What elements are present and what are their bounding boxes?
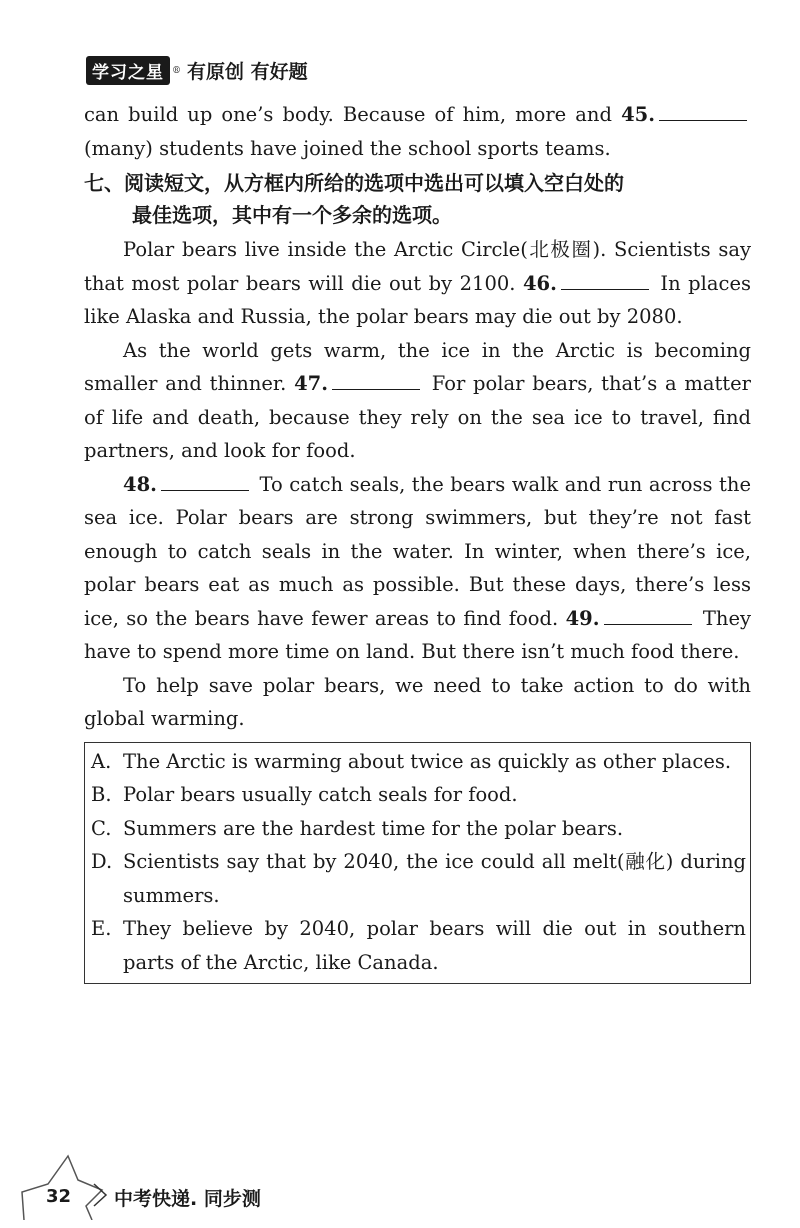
answer-blank-49[interactable] — [604, 606, 692, 625]
brand-logo: 学习之星 — [86, 56, 170, 85]
option-text: The Arctic is warming about twice as quickly as other places. — [123, 749, 732, 773]
question-number-49: 49. — [565, 606, 600, 630]
question-number-48: 48. — [123, 472, 157, 496]
option-text: Polar bears usually catch seals for food. — [123, 783, 518, 806]
prev-question-text — [84, 98, 751, 165]
answer-blank-47[interactable] — [332, 371, 420, 390]
passage-paragraph-2 — [84, 334, 751, 468]
p4-text: To help save polar bears, we need to take action to do with global warming. — [84, 673, 751, 730]
section-title-line1: 七、阅读短文，从方框内所给的选项中选出可以填入空白处的 — [84, 171, 624, 195]
passage-paragraph-3 — [84, 468, 751, 669]
footer-title: 中考快递. 同步测 — [114, 1188, 261, 1210]
option-text: Scientists say that by 2040, the ice could all melt(融化) during summers. — [123, 850, 746, 907]
option-letter: E. — [91, 917, 112, 940]
page-header — [86, 56, 308, 85]
option-d — [91, 845, 746, 912]
registered-mark: ® — [172, 65, 181, 76]
option-letter: D. — [91, 850, 113, 873]
prev-line: can build up one’s body. Because of him, more and — [84, 103, 612, 126]
prev-rest: (many) students have joined the school sports teams. — [84, 136, 611, 160]
option-letter: B. — [91, 783, 112, 806]
answer-blank-48[interactable] — [161, 472, 249, 491]
answer-blank-46[interactable] — [561, 271, 649, 290]
section-seven-title — [84, 167, 751, 231]
option-c — [91, 812, 746, 846]
page-content — [84, 98, 751, 984]
question-number-47: 47. — [294, 372, 329, 395]
page-number: 32 — [46, 1186, 72, 1207]
option-letter: C. — [91, 816, 112, 840]
p2-text-a: As the world gets warm, the ice in the Arctic is becoming smaller and thinner. — [84, 338, 751, 395]
p3-text-a: To catch seals, the bears walk and run across the sea ice. Polar bears are strong swimmers, but they’re not fast enough to catch seals in the water. In winter, when there’s ice, polar bears eat as much as possible. But these days, there’s less ice, so the bears have fewer areas to find food. — [84, 472, 751, 630]
option-b — [91, 778, 746, 812]
chevron-right-icon — [90, 1180, 110, 1210]
question-number-45: 45. — [621, 103, 656, 126]
answer-blank-45[interactable] — [659, 102, 747, 121]
p1-text-b: In places like Alaska and Russia, the polar bears may die out by 2080. — [84, 271, 751, 328]
section-title-line2: 最佳选项，其中有一个多余的选项。 — [132, 203, 452, 227]
option-a — [91, 745, 746, 779]
passage-paragraph-4 — [84, 669, 751, 736]
option-text: Summers are the hardest time for the polar bears. — [123, 816, 624, 840]
p1-text-a: Polar bears live inside the Arctic Circle(北极圈). Scientists say that most polar bears will die out by 2100. — [84, 238, 751, 295]
p2-text-b: For polar bears, that’s a matter of life and death, because they rely on the sea ice to travel, find partners, and look for food. — [84, 372, 751, 462]
header-tagline: 有原创 有好题 — [187, 61, 308, 83]
question-number-46: 46. — [522, 271, 557, 295]
passage-paragraph-1 — [84, 233, 751, 334]
page-footer — [20, 1150, 320, 1220]
p3-text-b: They have to spend more time on land. But there isn’t much food there. — [84, 606, 752, 663]
options-box — [84, 742, 751, 985]
option-text: They believe by 2040, polar bears will die out in southern parts of the Arctic, like Canada. — [123, 917, 746, 974]
option-letter: A. — [91, 749, 112, 773]
option-e — [91, 912, 746, 979]
